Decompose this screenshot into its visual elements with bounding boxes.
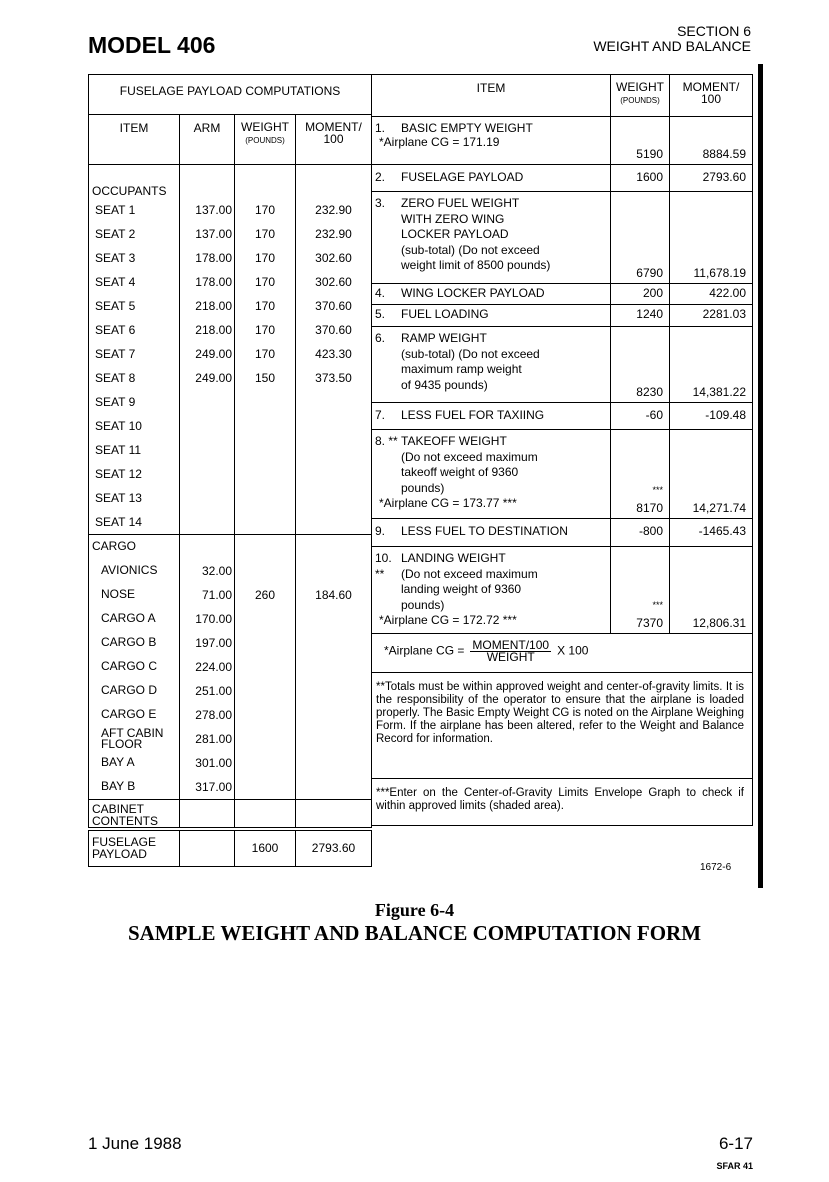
section-number: SECTION 6 [677,23,751,39]
item-line: BASIC EMPTY WEIGHT [401,121,533,135]
total-weight: 1600 [235,829,296,866]
item-number: 8. ** [375,434,398,448]
item-number: 7. [375,407,386,422]
item-label: BAY B [89,775,180,800]
item-cell [372,519,611,547]
item-number: 1. [375,121,386,135]
moment-value: 370.60 [296,294,372,318]
arm-value [180,414,235,438]
arm-value [180,510,235,535]
item-label: CARGO A [89,607,180,631]
table-row [372,165,753,192]
item-line: landing weight of 9360 [401,582,522,596]
col-moment: MOMENT/ 100 [670,75,753,117]
moment-value: 423.30 [296,342,372,366]
weight-value: -60 [611,403,670,430]
figure-number: 1672-6 [700,862,732,873]
page-number: 6-17 [718,1134,753,1153]
weight-value [235,607,296,631]
table-row [89,679,372,703]
cg-formula: *Airplane CG = $\frac{\text{MOMENT/100}}{\text{WEIGHT}}$ X 100 [372,634,753,673]
item-label: SEAT 5 [89,294,180,318]
moment-value: 373.50 [296,366,372,390]
table-row [89,438,372,462]
arm-value: 197.00 [180,631,235,655]
weight-value: 260 [235,583,296,607]
arm-value: 32.00 [180,559,235,583]
item-cell [372,165,611,192]
weight-value [235,559,296,583]
weight-value [235,438,296,462]
table-row [372,305,753,327]
weight-value [235,486,296,510]
weight-value: 8230 [611,327,670,403]
item-line: LESS FUEL TO DESTINATION [401,524,568,538]
table-row [89,775,372,800]
item-label: CARGO C [89,655,180,679]
moment-value: -109.48 [670,403,753,430]
weight-value [235,414,296,438]
moment-value [296,390,372,414]
item-cell [372,284,611,305]
weight-value: 170 [235,198,296,222]
fuselage-payload-table [88,74,372,867]
moment-value: 302.60 [296,270,372,294]
weight-value: 150 [235,366,296,390]
item-number: 4. [375,285,386,300]
moment-value: 370.60 [296,318,372,342]
item-label: SEAT 1 [89,198,180,222]
col-item: ITEM [89,115,180,165]
total-moment: 2793.60 [296,829,372,866]
cargo-heading: CARGO [89,534,180,559]
table-row [89,222,372,246]
arm-value: 137.00 [180,222,235,246]
item-line: weight limit of 8500 pounds) [401,258,551,272]
occupants-heading: OCCUPANTS [89,165,180,198]
item-line: (Do not exceed maximum [401,566,538,581]
weight-value [235,631,296,655]
weight-balance-table [371,74,753,826]
item-label: SEAT 6 [89,318,180,342]
arm-value: 281.00 [180,727,235,751]
moment-value [296,462,372,486]
weight-value: 200 [611,284,670,305]
moment-value [296,414,372,438]
item-line: LOCKER PAYLOAD [401,227,509,241]
table-row [89,246,372,270]
arm-value [180,390,235,414]
moment-value [296,703,372,727]
item-label: CARGO B [89,631,180,655]
table-row [89,559,372,583]
item-label: SEAT 2 [89,222,180,246]
item-label: SEAT 9 [89,390,180,414]
section-title: WEIGHT AND BALANCE [593,38,751,54]
arm-value: 71.00 [180,583,235,607]
moment-value: 12,806.31 [670,547,753,634]
weight-value: 170 [235,318,296,342]
arm-value: 251.00 [180,679,235,703]
table-row [89,390,372,414]
table-row [372,519,753,547]
moment-value [296,679,372,703]
arm-value: 137.00 [180,198,235,222]
item-cell [372,327,611,403]
item-label: BAY A [89,751,180,775]
moment-value [296,438,372,462]
item-label: SEAT 7 [89,342,180,366]
moment-value [296,486,372,510]
item-line: WITH ZERO WING [401,211,505,226]
item-label: NOSE [89,583,180,607]
table-row [89,366,372,390]
moment-value [296,751,372,775]
item-label: SEAT 13 [89,486,180,510]
weight-value: 170 [235,342,296,366]
moment-value [296,727,372,751]
arm-value: 249.00 [180,366,235,390]
item-line: of 9435 pounds) [401,377,488,392]
weight-value [235,462,296,486]
moment-value [296,655,372,679]
moment-value: 232.90 [296,198,372,222]
item-number: 6. [375,331,386,345]
moment-value [296,631,372,655]
item-label: AVIONICS [89,559,180,583]
airplane-cg: *Airplane CG = 172.72 *** [379,613,517,627]
item-line: FUEL LOADING [401,307,489,321]
item-line: TAKEOFF WEIGHT [401,434,507,448]
table-row [89,462,372,486]
item-label: SEAT 3 [89,246,180,270]
footer-date: 1 June 1988 [88,1134,182,1153]
check-mark-asterisks: *** [652,600,663,610]
weight-value: 6790 [611,192,670,284]
item-cell [372,117,611,165]
table-row [89,583,372,607]
arm-value: 218.00 [180,294,235,318]
item-number: 5. [375,307,386,321]
item-number: 3. [375,196,386,210]
table-row [372,327,753,403]
item-cell [372,547,611,634]
weight-value: *** 7370 [611,547,670,634]
item-label: SEAT 11 [89,438,180,462]
moment-value: 302.60 [296,246,372,270]
item-label: SEAT 10 [89,414,180,438]
table-row [372,192,753,284]
table-row [89,294,372,318]
weight-value: -800 [611,519,670,547]
weight-value [235,751,296,775]
arm-value: 224.00 [180,655,235,679]
sfar-label: SFAR 41 [716,1161,753,1171]
item-line: FUSELAGE PAYLOAD [401,169,524,184]
item-cell [372,430,611,519]
figure-caption [0,900,829,946]
arm-value [180,486,235,510]
item-line: pounds) [401,480,445,495]
table-row [89,318,372,342]
item-label: CARGO E [89,703,180,727]
table-row [372,284,753,305]
weight-value: 170 [235,222,296,246]
item-line: (sub-total) (Do not exceed [401,242,540,257]
item-label: SEAT 12 [89,462,180,486]
table-row [89,631,372,655]
figure-label: Figure 6-4 [374,900,455,920]
weight-value: 5190 [611,117,670,165]
weight-value: 170 [235,294,296,318]
arm-value: 301.00 [180,751,235,775]
moment-value [296,607,372,631]
weight-value [235,703,296,727]
table-row [89,414,372,438]
item-line: (sub-total) (Do not exceed [401,346,540,361]
item-line: LESS FUEL FOR TAXIING [401,407,545,422]
item-line: maximum ramp weight [401,362,522,376]
item-line: RAMP WEIGHT [401,331,487,345]
col-moment: MOMENT/ 100 [296,115,372,165]
weight-value: 1240 [611,305,670,327]
table-row [89,510,372,535]
note-cg-envelope: ***Enter on the Center-of-Gravity Limits Envelope Graph to check if within approved limits (shaded area). [372,779,753,826]
arm-value [180,438,235,462]
moment-value: 422.00 [670,284,753,305]
col-item: ITEM [372,75,611,117]
moment-value: -1465.43 [670,519,753,547]
arm-value: 249.00 [180,342,235,366]
col-weight: WEIGHT (POUNDS) [235,115,296,165]
moment-value [296,775,372,800]
weight-value [235,679,296,703]
left-table-title: FUSELAGE PAYLOAD COMPUTATIONS [89,75,372,115]
table-row [89,270,372,294]
col-arm: ARM [180,115,235,165]
item-number: 9. [375,524,386,538]
item-label: SEAT 4 [89,270,180,294]
moment-value: 11,678.19 [670,192,753,284]
figure-title: SAMPLE WEIGHT AND BALANCE COMPUTATION FORM [127,921,702,945]
moment-value: 14,381.22 [670,327,753,403]
moment-value: 2793.60 [670,165,753,192]
check-mark-asterisks: *** [652,485,663,495]
table-row [89,486,372,510]
item-line: takeoff weight of 9360 [401,465,519,479]
arm-value [180,462,235,486]
arm-value: 218.00 [180,318,235,342]
weight-value [235,390,296,414]
arm-value: 170.00 [180,607,235,631]
weight-value: 1600 [611,165,670,192]
table-row [89,655,372,679]
airplane-cg: *Airplane CG = 171.19 [379,135,500,149]
arm-value: 178.00 [180,270,235,294]
weight-value [235,727,296,751]
table-row [89,198,372,222]
item-cell [372,403,611,430]
item-line: pounds) [401,597,445,612]
arm-value: 278.00 [180,703,235,727]
item-line: LANDING WEIGHT [401,551,506,565]
moment-value: 8884.59 [670,117,753,165]
table-row [89,727,372,751]
moment-value [296,510,372,535]
arm-value: 317.00 [180,775,235,800]
item-line: (Do not exceed maximum [401,449,538,464]
change-bar [758,64,763,888]
moment-value [296,559,372,583]
weight-value: 170 [235,246,296,270]
moment-value: 2281.03 [670,305,753,327]
col-weight: WEIGHT (POUNDS) [611,75,670,117]
fuselage-payload-total-label: FUSELAGE PAYLOAD [89,829,180,866]
moment-value: 184.60 [296,583,372,607]
item-label: SEAT 14 [89,510,180,535]
table-row [89,751,372,775]
table-row [372,430,753,519]
weight-value: *** 8170 [611,430,670,519]
item-line: WING LOCKER PAYLOAD [401,285,545,300]
airplane-cg: *Airplane CG = 173.77 *** [379,496,517,510]
item-label: CARGO D [89,679,180,703]
table-row [89,607,372,631]
model-title: MODEL 406 [88,32,216,58]
arm-value: 178.00 [180,246,235,270]
item-line: ZERO FUEL WEIGHT [401,196,520,210]
weight-value [235,510,296,535]
table-row [372,547,753,634]
item-number: 2. [375,169,386,184]
item-cell [372,305,611,327]
weight-value [235,775,296,800]
weight-value [235,655,296,679]
item-cell [372,192,611,284]
cabinet-contents-label: CABINET CONTENTS [89,799,180,829]
table-row [372,403,753,430]
moment-value: 232.90 [296,222,372,246]
table-row [89,342,372,366]
item-number: 10. ** [375,551,392,581]
item-label: AFT CABIN FLOOR [89,727,180,751]
weight-value: 170 [235,270,296,294]
item-label: SEAT 8 [89,366,180,390]
moment-value: 14,271.74 [670,430,753,519]
section-header [593,24,751,54]
note-totals: **Totals must be within approved weight and center-of-gravity limits. It is the responsibility of the operator to ensure that the airplane is loaded properly. The Basic Empty Weight CG is noted on the Airplane Weighing Form. If the airplane has been altered, refer to the Weight and Balance Record for information. [372,673,753,779]
table-row [372,117,753,165]
table-row [89,703,372,727]
